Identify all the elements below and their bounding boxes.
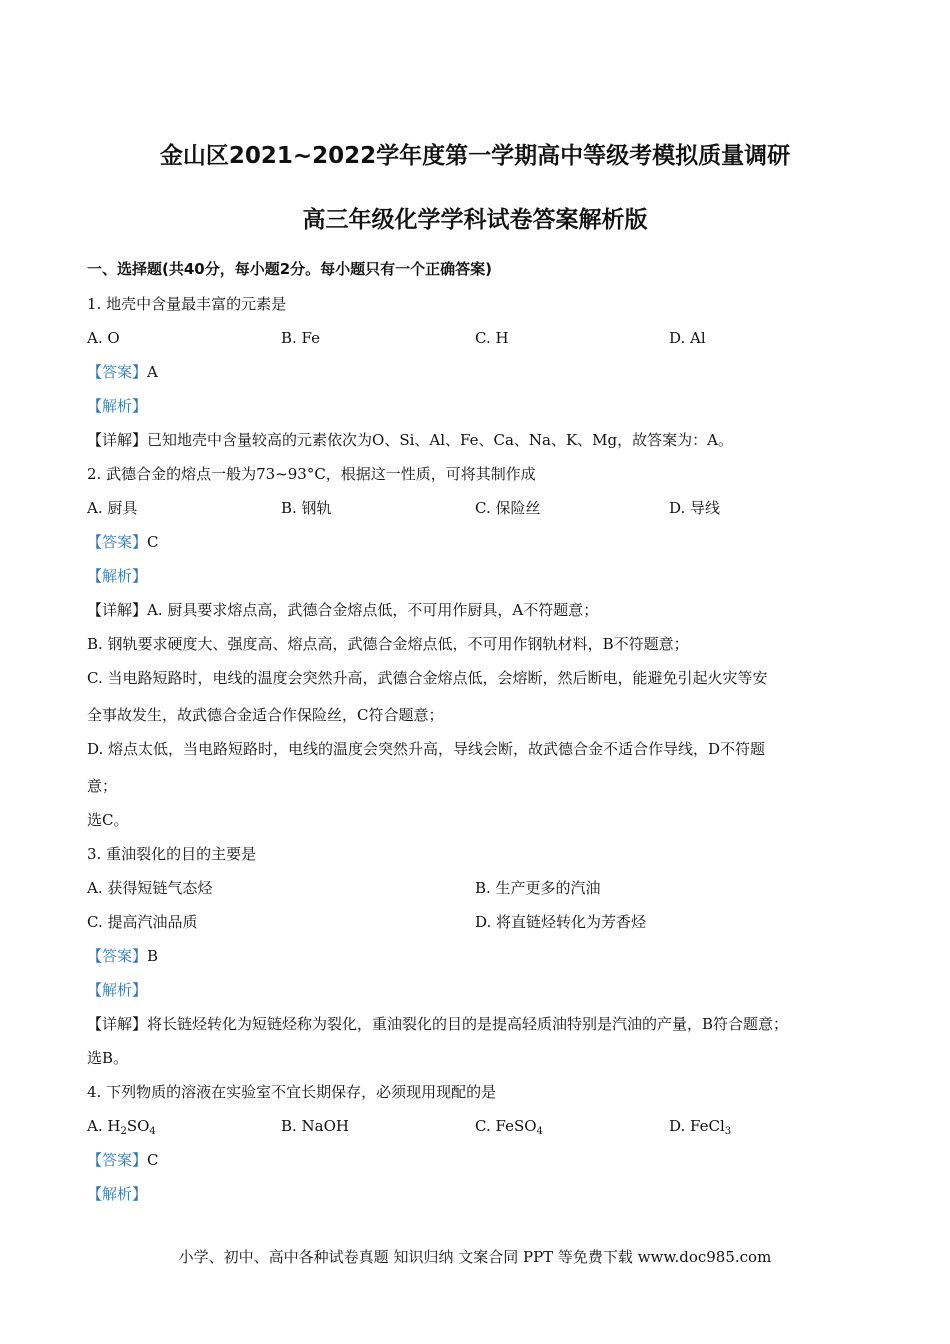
option-b: B. Fe — [281, 329, 321, 347]
question-2-analysis-label: 【解析】 — [87, 567, 148, 585]
option-c: C. 保险丝 — [475, 499, 541, 517]
detail-text: 已知地壳中含量较高的元素依次为O、Si、Al、Fe、Ca、Na、K、Mg，故答案为：A。 — [147, 431, 733, 449]
document-subtitle: 高三年级化学学科试卷答案解析版 — [302, 207, 648, 233]
option-d: D. 将直链烃转化为芳香烃 — [475, 913, 647, 931]
detail-text: A. 厨具要求熔点高，武德合金熔点低，不可用作厨具，A不符题意； — [147, 601, 599, 619]
question-3-detail — [87, 1014, 788, 1034]
question-2-detail-line: D. 熔点太低，当电路短路时，电线的温度会突然升高，导线会断，故武德合金不适合作导线，D不符题 — [87, 740, 766, 758]
question-2-detail-line: 全事故发生，故武德合金适合作保险丝，C符合题意； — [87, 706, 444, 724]
answer-label: 【答案】 — [87, 947, 148, 965]
question-2-detail-line: 意； — [87, 777, 118, 795]
question-4-answer — [87, 1150, 159, 1170]
option-a: A. $H_2SO_4$ — [87, 1117, 156, 1137]
question-1-analysis-label: 【解析】 — [87, 397, 148, 415]
question-1-stem: 1. 地壳中含量最丰富的元素是 — [87, 295, 287, 313]
option-a: A. 厨具 — [87, 499, 138, 517]
question-3-answer — [87, 946, 158, 966]
question-1-detail — [87, 430, 733, 450]
answer-label: 【答案】 — [87, 533, 148, 551]
answer-value: B — [147, 947, 159, 965]
option-c: C. FeSO$_4$ — [475, 1117, 543, 1137]
option-c: C. H — [475, 329, 509, 347]
option-d: D. FeCl$_3$ — [669, 1117, 732, 1137]
detail-label: 【详解】 — [87, 431, 148, 449]
option-a: A. 获得短链气态烃 — [87, 879, 213, 897]
question-2-stem: 2. 武德合金的熔点一般为73~93°C，根据这一性质，可将其制作成 — [87, 465, 536, 483]
option-b: B. 钢轨 — [281, 499, 332, 517]
option-c: C. 提高汽油品质 — [87, 913, 198, 931]
option-b: B. NaOH — [281, 1117, 350, 1135]
option-d: D. Al — [669, 329, 706, 347]
question-2-detail-line: B. 钢轨要求硬度大、强度高、熔点高，武德合金熔点低，不可用作钢轨材料，B不符题意； — [87, 635, 689, 653]
question-2-answer — [87, 532, 159, 552]
answer-label: 【答案】 — [87, 363, 148, 381]
answer-label: 【答案】 — [87, 1151, 148, 1169]
question-3-conclusion: 选B。 — [87, 1049, 129, 1067]
question-2-detail-line — [87, 600, 598, 620]
detail-label: 【详解】 — [87, 1015, 148, 1033]
question-3-stem: 3. 重油裂化的目的主要是 — [87, 845, 257, 863]
option-a: A. O — [87, 329, 120, 347]
question-4-analysis-label: 【解析】 — [87, 1185, 148, 1203]
question-3-analysis-label: 【解析】 — [87, 981, 148, 999]
page-footer: 小学、初中、高中各种试卷真题 知识归纳 文案合同 PPT 等免费下载 www.doc985.com — [178, 1248, 772, 1266]
document-title: 金山区2021~2022学年度第一学期高中等级考模拟质量调研 — [159, 143, 791, 169]
question-2-detail-line: C. 当电路短路时，电线的温度会突然升高，武德合金熔点低，会熔断，然后断电，能避免引起火灾等安 — [87, 669, 768, 687]
answer-value: A — [147, 363, 158, 381]
detail-text: 将长链烃转化为短链烃称为裂化，重油裂化的目的是提高轻质油特别是汽油的产量，B符合题意； — [147, 1015, 789, 1033]
option-d: D. 导线 — [669, 499, 721, 517]
option-b: B. 生产更多的汽油 — [475, 879, 601, 897]
question-4-stem: 4. 下列物质的溶液在实验室不宜长期保存，必须现用现配的是 — [87, 1083, 497, 1101]
question-1-answer — [87, 362, 158, 382]
detail-label: 【详解】 — [87, 601, 148, 619]
section-heading: 一、选择题(共40分，每小题2分。每小题只有一个正确答案) — [87, 260, 493, 278]
answer-value: C — [147, 1151, 159, 1169]
answer-value: C — [147, 533, 159, 551]
question-2-conclusion: 选C。 — [87, 811, 129, 829]
